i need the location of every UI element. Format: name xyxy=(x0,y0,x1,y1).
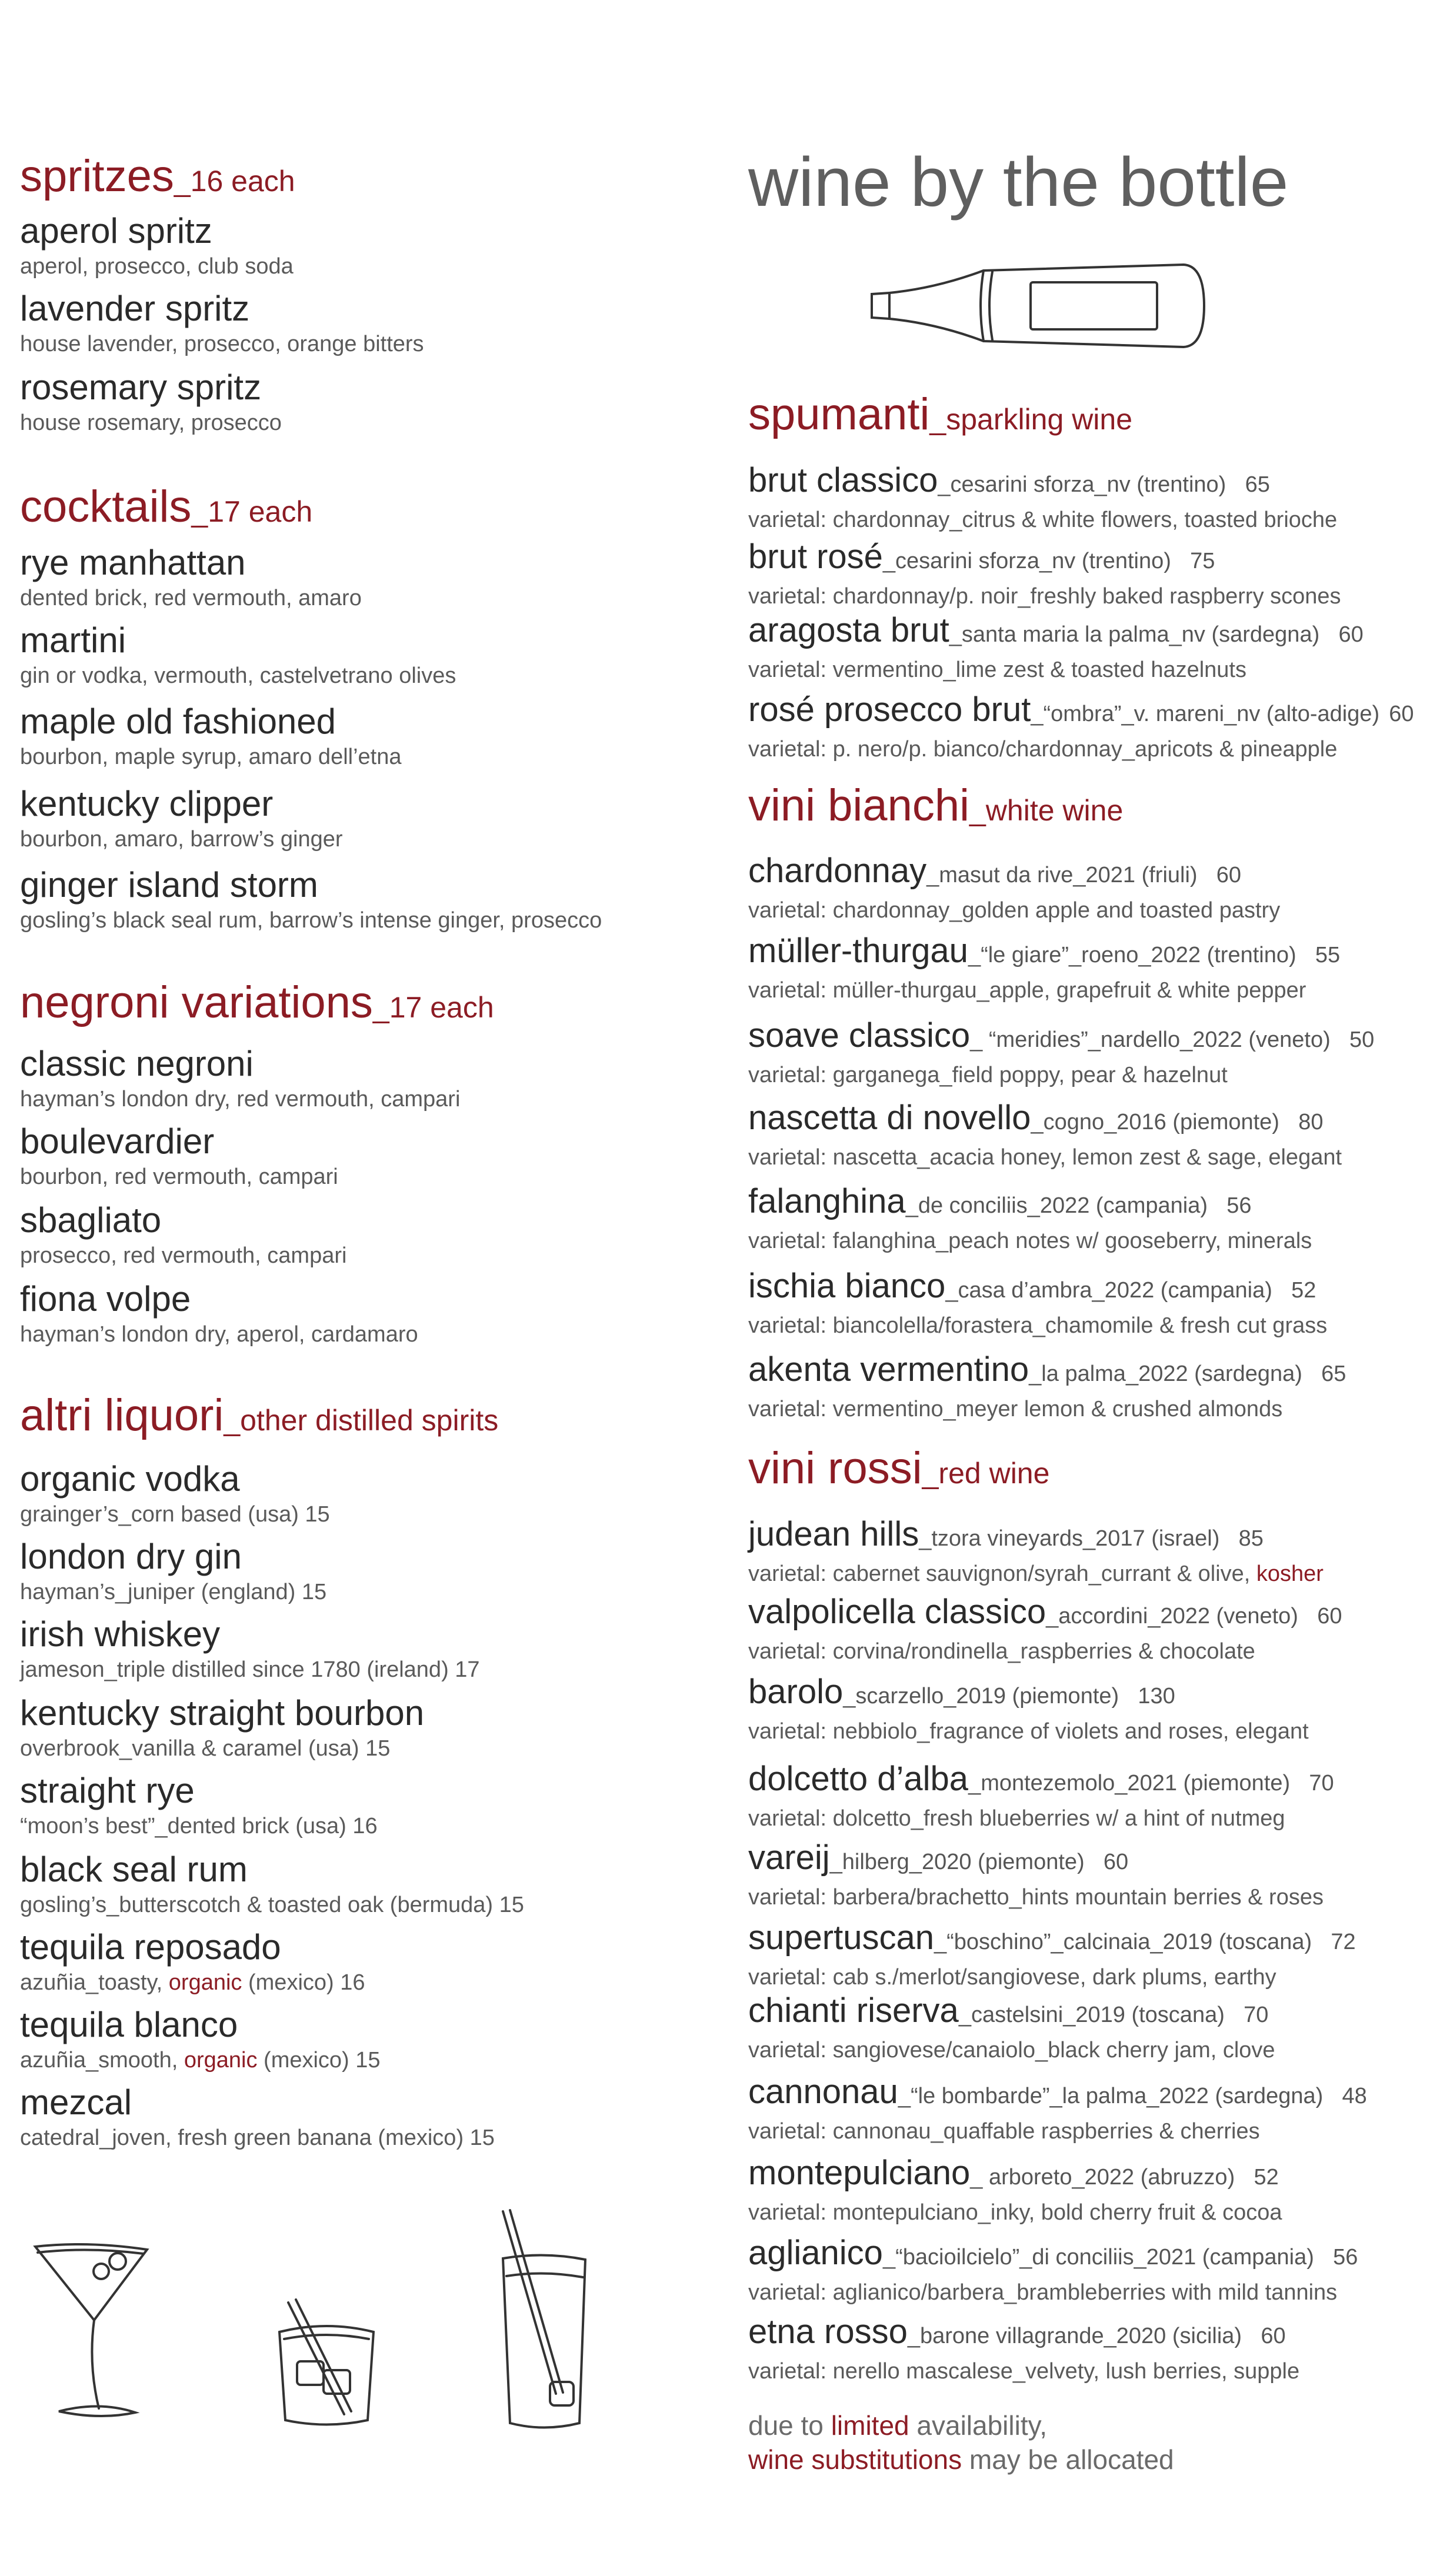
menu-item xyxy=(20,1927,365,1996)
item-name: aragosta brut xyxy=(748,611,949,649)
item-price: 70 xyxy=(1309,1771,1334,1796)
item-price: 60 xyxy=(1216,863,1242,887)
item-name: barolo xyxy=(748,1673,844,1711)
item-name: etna rosso xyxy=(748,2313,908,2351)
item-heading xyxy=(748,610,1364,655)
wine-item xyxy=(748,2311,1299,2385)
item-detail: _“boschino”_calcinaia_2019 (toscana) xyxy=(934,1930,1312,1954)
item-price: 60 xyxy=(1261,2324,1286,2348)
item-name: akenta vermentino xyxy=(748,1350,1029,1389)
item-name: dolcetto d’alba xyxy=(748,1760,969,1798)
item-desc: varietal: cannonau_quaffable raspberries & cherries xyxy=(748,2119,1260,2144)
item-detail: _cesarini sforza_nv (trentino) xyxy=(938,472,1226,497)
menu-item xyxy=(20,701,402,770)
item-desc: varietal: garganega_field poppy, pear & hazelnut xyxy=(748,1063,1228,1087)
menu-item xyxy=(20,783,343,853)
wine-item xyxy=(748,1349,1346,1423)
note-highlight: limited xyxy=(831,2410,909,2441)
availability-note xyxy=(748,2408,1174,2477)
wine-item xyxy=(748,2233,1358,2306)
item-desc: varietal: barbera/brachetto_hints mountain berries & roses xyxy=(748,1885,1324,1910)
item-heading xyxy=(748,1837,1324,1883)
item-name: tequila blanco xyxy=(20,2005,238,2044)
wine-item xyxy=(748,2153,1282,2226)
page-title: wine by the bottle xyxy=(748,144,1289,221)
section-title: vini rossi xyxy=(748,1443,922,1493)
item-name: sbagliato xyxy=(20,1200,162,1240)
item-name: boulevardier xyxy=(20,1122,215,1161)
item-desc: varietal: nascetta_acacia honey, lemon zest & sage, elegant xyxy=(748,1145,1342,1170)
item-detail: _ “meridies”_nardello_2022 (veneto) xyxy=(970,1027,1331,1052)
organic-highlight: organic xyxy=(184,2048,258,2073)
item-name: müller-thurgau xyxy=(748,932,968,970)
item-desc: varietal: sangiovese/canaiolo_black cherry jam, clove xyxy=(748,2038,1275,2063)
item-detail: _de conciliis_2022 (campania) xyxy=(905,1193,1208,1218)
item-name: rosé prosecco brut xyxy=(748,690,1031,729)
item-detail: _tzora vineyards_2017 (israel) xyxy=(919,1526,1220,1551)
desc-text: (mexico) 16 xyxy=(242,1970,365,1995)
section-header-cocktails xyxy=(20,481,312,538)
item-name: brut rosé xyxy=(748,538,883,576)
item-name: chardonnay xyxy=(748,852,927,890)
item-name: london dry gin xyxy=(20,1537,242,1576)
section-subtitle: _16 each xyxy=(174,165,295,198)
item-name: maple old fashioned xyxy=(20,702,336,741)
item-desc: varietal: vermentino_meyer lemon & crushed almonds xyxy=(748,1397,1283,1422)
desc-text: varietal: cabernet sauvignon/syrah_currant & olive, xyxy=(748,1561,1256,1586)
martini-glass-icon xyxy=(24,2229,165,2429)
item-desc xyxy=(748,1560,1324,1587)
note-line-2 xyxy=(748,2442,1174,2477)
item-heading xyxy=(748,2311,1299,2357)
item-name: martini xyxy=(20,620,126,660)
item-heading xyxy=(748,1349,1346,1394)
rocks-glass-icon xyxy=(268,2297,385,2432)
item-desc xyxy=(20,1969,365,1996)
item-detail: _masut da rive_2021 (friuli) xyxy=(926,863,1198,887)
menu-item xyxy=(20,1200,346,1269)
item-detail: _hilberg_2020 (piemonte) xyxy=(829,1850,1085,1874)
item-detail: _ arboreto_2022 (abruzzo) xyxy=(970,2165,1235,2190)
menu-item xyxy=(20,620,456,689)
item-name: valpolicella classico xyxy=(748,1593,1046,1631)
item-desc: gin or vodka, vermouth, castelvetrano olives xyxy=(20,663,456,688)
item-price: 70 xyxy=(1244,2003,1269,2027)
item-name: organic vodka xyxy=(20,1459,240,1499)
item-desc: varietal: p. nero/p. bianco/chardonnay_apricots & pineapple xyxy=(748,737,1338,762)
item-price: 60 xyxy=(1338,622,1364,647)
item-desc: varietal: nebbiolo_fragrance of violets and roses, elegant xyxy=(748,1719,1309,1744)
menu-item xyxy=(20,367,282,436)
item-price: 50 xyxy=(1349,1027,1375,1052)
item-desc: varietal: cab s./merlot/sangiovese, dark plums, earthy xyxy=(748,1965,1276,1990)
item-detail: _castelsini_2019 (toscana) xyxy=(958,2003,1225,2027)
item-price: 65 xyxy=(1321,1362,1346,1386)
highball-glass-icon xyxy=(491,2205,597,2435)
item-desc: varietal: montepulciano_inky, bold cherry fruit & cocoa xyxy=(748,2200,1282,2225)
section-title: vini bianchi xyxy=(748,780,969,830)
item-detail: _montezemolo_2021 (piemonte) xyxy=(968,1771,1291,1796)
item-price: 65 xyxy=(1245,472,1270,497)
section-subtitle: _17 each xyxy=(191,495,313,528)
item-price: 72 xyxy=(1331,1930,1356,1954)
item-price: 130 xyxy=(1138,1684,1175,1709)
item-name: kentucky straight bourbon xyxy=(20,1693,425,1733)
item-name: ginger island storm xyxy=(20,865,318,905)
item-name: straight rye xyxy=(20,1771,195,1810)
item-name: falanghina xyxy=(748,1182,906,1220)
item-desc: hayman’s london dry, aperol, cardamaro xyxy=(20,1322,418,1347)
item-name: cannonau xyxy=(748,2073,898,2111)
item-desc: house lavender, prosecco, orange bitters xyxy=(20,332,424,356)
menu-item xyxy=(20,1693,424,1762)
item-desc: overbrook_vanilla & caramel (usa) 15 xyxy=(20,1736,391,1761)
item-heading xyxy=(748,1097,1342,1143)
section-header-negroni xyxy=(20,976,494,1034)
item-detail: _santa maria la palma_nv (sardegna) xyxy=(949,622,1320,647)
menu-item xyxy=(20,865,602,934)
wine-item xyxy=(748,1181,1312,1254)
item-name: lavender spritz xyxy=(20,289,250,328)
wine-bottle-icon xyxy=(866,259,1207,353)
item-desc: varietal: nerello mascalese_velvety, lush berries, supple xyxy=(748,2359,1300,2384)
item-detail: _casa d’ambra_2022 (campania) xyxy=(945,1278,1272,1303)
section-header-spumanti xyxy=(748,388,1132,446)
menu-item xyxy=(20,2004,381,2074)
item-price: 85 xyxy=(1238,1526,1264,1551)
item-price: 80 xyxy=(1298,1110,1324,1134)
item-detail: _accordini_2022 (veneto) xyxy=(1046,1604,1298,1629)
item-desc: bourbon, maple syrup, amaro dell’etna xyxy=(20,745,402,769)
item-heading xyxy=(748,536,1341,582)
menu-item xyxy=(20,1536,326,1606)
wine-item xyxy=(748,1759,1334,1832)
item-desc: aperol, prosecco, club soda xyxy=(20,254,294,279)
item-name: brut classico xyxy=(748,461,938,499)
menu-item xyxy=(20,2082,495,2151)
item-detail: _barone villagrande_2020 (sicilia) xyxy=(907,2324,1242,2348)
section-header-altri-liquori xyxy=(20,1389,498,1447)
wine-item xyxy=(748,1514,1324,1587)
item-heading xyxy=(748,460,1337,505)
item-detail: _scarzello_2019 (piemonte) xyxy=(843,1684,1119,1709)
section-subtitle: _red wine xyxy=(922,1457,1050,1490)
wine-item xyxy=(748,536,1341,610)
item-price: 52 xyxy=(1254,2165,1279,2190)
item-desc: catedral_joven, fresh green banana (mexico) 15 xyxy=(20,2125,495,2150)
item-name: vareij xyxy=(748,1838,830,1877)
item-detail: _la palma_2022 (sardegna) xyxy=(1029,1362,1302,1386)
note-line-1 xyxy=(748,2408,1174,2442)
wine-item xyxy=(748,610,1364,683)
wine-item xyxy=(748,1266,1327,1339)
item-heading xyxy=(748,850,1280,896)
menu-item xyxy=(20,1043,460,1113)
menu-item xyxy=(20,1121,338,1190)
item-name: judean hills xyxy=(748,1515,919,1553)
item-desc xyxy=(20,2047,381,2074)
section-title: altri liquori xyxy=(20,1390,224,1440)
item-desc: varietal: vermentino_lime zest & toasted hazelnuts xyxy=(748,658,1246,682)
item-desc: bourbon, amaro, barrow’s ginger xyxy=(20,827,343,852)
item-name: montepulciano xyxy=(748,2154,971,2192)
item-price: 56 xyxy=(1226,1193,1252,1218)
item-detail: _“le giare”_roeno_2022 (trentino) xyxy=(968,943,1296,967)
wine-item xyxy=(748,1990,1275,2064)
item-detail: _“ombra”_v. mareni_nv (alto-adige) xyxy=(1031,702,1380,726)
wine-item xyxy=(748,460,1337,533)
menu-item xyxy=(20,1279,418,1348)
note-text: may be allocated xyxy=(962,2444,1174,2475)
item-name: black seal rum xyxy=(20,1850,248,1889)
item-heading xyxy=(748,930,1340,976)
section-subtitle: _sparkling wine xyxy=(929,403,1133,436)
item-price: 52 xyxy=(1291,1278,1316,1303)
item-name: rosemary spritz xyxy=(20,368,262,407)
section-subtitle: _white wine xyxy=(969,794,1124,827)
menu-item xyxy=(20,211,294,280)
item-desc: varietal: aglianico/barbera_brambleberries with mild tannins xyxy=(748,2280,1338,2305)
section-subtitle: _17 each xyxy=(372,991,494,1024)
item-desc: grainger’s_corn based (usa) 15 xyxy=(20,1502,330,1527)
item-desc: varietal: chardonnay/p. noir_freshly baked raspberry scones xyxy=(748,584,1341,609)
item-name: nascetta di novello xyxy=(748,1099,1031,1137)
wine-item xyxy=(748,930,1340,1004)
kosher-highlight: kosher xyxy=(1256,1561,1324,1586)
item-desc: hayman’s_juniper (england) 15 xyxy=(20,1580,327,1604)
item-desc: varietal: chardonnay_golden apple and toasted pastry xyxy=(748,898,1281,923)
item-heading xyxy=(748,689,1414,735)
item-heading xyxy=(748,1181,1312,1226)
item-desc: hayman’s london dry, red vermouth, campari xyxy=(20,1087,461,1112)
item-desc: varietal: corvina/rondinella_raspberries & chocolate xyxy=(748,1639,1255,1664)
item-price: 56 xyxy=(1333,2245,1358,2270)
wine-item xyxy=(748,1837,1324,1911)
item-name: chianti riserva xyxy=(748,1991,959,2030)
desc-text: azuñia_toasty, xyxy=(20,1970,169,1995)
menu-item xyxy=(20,1459,330,1528)
item-heading xyxy=(748,1514,1324,1559)
item-heading xyxy=(748,1671,1309,1717)
item-name: aperol spritz xyxy=(20,211,212,251)
item-heading xyxy=(748,1759,1334,1804)
item-name: classic negroni xyxy=(20,1044,254,1083)
item-heading xyxy=(748,1990,1275,2036)
menu-item xyxy=(20,288,424,358)
section-header-vini-rossi xyxy=(748,1442,1049,1500)
item-heading xyxy=(748,1591,1342,1637)
item-name: ischia bianco xyxy=(748,1267,946,1305)
section-header-spritzes xyxy=(20,150,295,208)
wine-item xyxy=(748,1097,1342,1171)
wine-item xyxy=(748,1671,1309,1745)
item-price: 60 xyxy=(1389,702,1414,726)
menu-item xyxy=(20,1770,378,1840)
menu-item xyxy=(20,1849,524,1918)
item-detail: _“le bombarde”_la palma_2022 (sardegna) xyxy=(898,2084,1324,2108)
section-title: spumanti xyxy=(748,389,930,439)
item-price: 55 xyxy=(1315,943,1341,967)
item-name: supertuscan xyxy=(748,1918,934,1957)
item-desc: varietal: falanghina_peach notes w/ gooseberry, minerals xyxy=(748,1229,1312,1253)
wine-item xyxy=(748,1015,1374,1089)
desc-text: azuñia_smooth, xyxy=(20,2048,184,2073)
item-desc: house rosemary, prosecco xyxy=(20,411,282,435)
wine-item xyxy=(748,689,1414,763)
item-price: 60 xyxy=(1103,1850,1129,1874)
item-heading xyxy=(748,1917,1356,1963)
item-detail: _cesarini sforza_nv (trentino) xyxy=(882,549,1171,573)
item-price: 60 xyxy=(1317,1604,1342,1629)
menu-item xyxy=(20,542,362,612)
item-desc: dented brick, red vermouth, amaro xyxy=(20,586,362,610)
item-desc: varietal: müller-thurgau_apple, grapefruit & white pepper xyxy=(748,978,1306,1003)
organic-highlight: organic xyxy=(168,1970,242,1995)
note-highlight: wine substitutions xyxy=(748,2444,962,2475)
item-desc: bourbon, red vermouth, campari xyxy=(20,1164,338,1189)
item-detail: _“bacioilcielo”_di conciliis_2021 (campania) xyxy=(882,2245,1314,2270)
item-heading xyxy=(748,2153,1282,2198)
item-name: rye manhattan xyxy=(20,543,246,582)
item-name: soave classico xyxy=(748,1016,971,1055)
item-name: irish whiskey xyxy=(20,1614,221,1654)
section-title: negroni variations xyxy=(20,977,373,1027)
item-name: tequila reposado xyxy=(20,1927,281,1967)
wine-item xyxy=(748,1917,1356,1991)
section-title: spritzes xyxy=(20,151,174,201)
wine-item xyxy=(748,1591,1342,1665)
desc-text: (mexico) 15 xyxy=(257,2048,381,2073)
wine-item xyxy=(748,850,1280,924)
item-detail: _cogno_2016 (piemonte) xyxy=(1031,1110,1279,1134)
section-header-vini-bianchi xyxy=(748,779,1123,837)
item-desc: varietal: biancolella/forastera_chamomile & fresh cut grass xyxy=(748,1313,1328,1338)
item-desc: jameson_triple distilled since 1780 (ireland) 17 xyxy=(20,1657,480,1682)
section-subtitle: _other distilled spirits xyxy=(224,1404,499,1437)
item-name: aglianico xyxy=(748,2234,883,2272)
item-desc: varietal: dolcetto_fresh blueberries w/ a hint of nutmeg xyxy=(748,1806,1285,1831)
item-desc: prosecco, red vermouth, campari xyxy=(20,1243,347,1268)
item-price: 75 xyxy=(1190,549,1215,573)
item-desc: “moon’s best”_dented brick (usa) 16 xyxy=(20,1814,378,1838)
item-heading xyxy=(748,2071,1367,2117)
note-text: availability, xyxy=(909,2410,1047,2441)
section-title: cocktails xyxy=(20,482,192,532)
item-name: mezcal xyxy=(20,2083,132,2122)
note-text: due to xyxy=(748,2410,831,2441)
item-price: 48 xyxy=(1342,2084,1367,2108)
menu-item xyxy=(20,1614,480,1683)
wine-item xyxy=(748,2071,1367,2145)
item-name: fiona volpe xyxy=(20,1279,191,1319)
item-heading xyxy=(748,1015,1374,1060)
item-name: kentucky clipper xyxy=(20,784,274,823)
item-desc: gosling’s_butterscotch & toasted oak (bermuda) 15 xyxy=(20,1893,524,1917)
item-desc: gosling’s black seal rum, barrow’s intense ginger, prosecco xyxy=(20,908,602,933)
item-desc: varietal: chardonnay_citrus & white flowers, toasted brioche xyxy=(748,508,1338,532)
item-heading xyxy=(748,2233,1358,2278)
item-heading xyxy=(748,1266,1327,1311)
